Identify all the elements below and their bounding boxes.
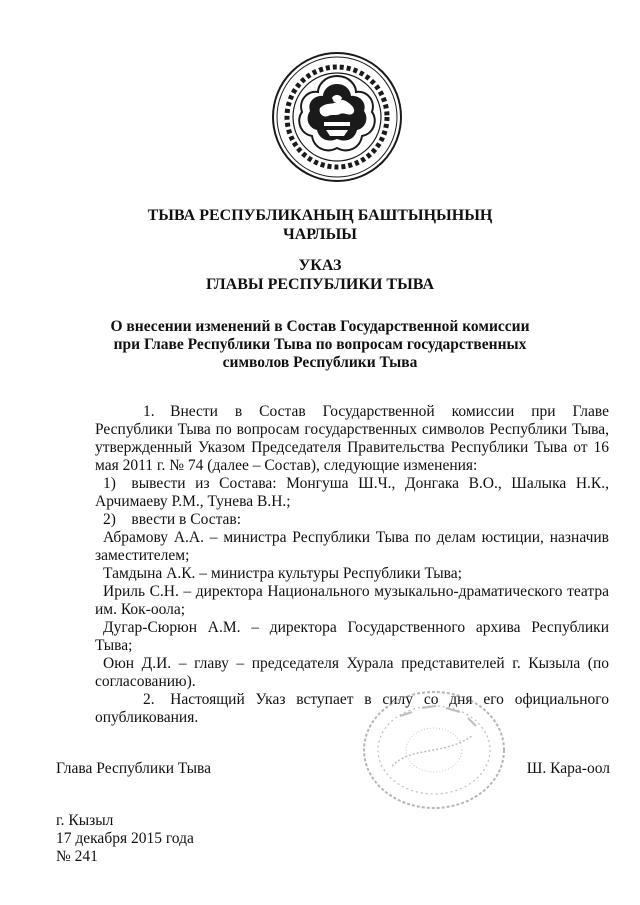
signatory-name: Ш. Кара-оол bbox=[526, 760, 610, 777]
decree-body bbox=[95, 403, 609, 727]
decree-footer bbox=[56, 812, 194, 866]
clause-2: 2. Настоящий Указ вступает в силу со дня его официального опубликования. bbox=[95, 691, 609, 726]
signatory-role: Глава Республики Тыва bbox=[56, 760, 212, 777]
member-tamdyn: Тамдына А.К. – министра культуры Республики Тыва; bbox=[103, 565, 462, 582]
member-abramova: Абрамову А.А. – министра Республики Тыва по делам юстиции, назначив заместителем; bbox=[95, 529, 609, 564]
subject-line3: символов Республики Тыва bbox=[222, 354, 418, 371]
subject-line1: О внесении изменений в Состав Государственной комиссии bbox=[110, 318, 530, 335]
member-iril: Ириль С.Н. – директора Национального музыкально-драматического театра им. Кок-оола; bbox=[95, 583, 609, 618]
subject-line2: при Главе Республики Тыва по вопросам государственных bbox=[113, 336, 527, 353]
clause-1-item-1: 1) вывести из Состава: Монгуша Ш.Ч., Донгака В.О., Шалыка Н.К., Арчимаеву Р.М., Тунева В.Н.; bbox=[95, 475, 609, 510]
tyva-title-line2: ЧАРЛЫЫ bbox=[282, 226, 357, 243]
decree-city: г. Кызыл bbox=[56, 812, 114, 829]
decree-subject bbox=[0, 318, 640, 372]
decree-number: № 241 bbox=[56, 848, 98, 865]
clause-1: 1. Внести в Состав Государственной комиссии при Главе Республики Тыва по вопросам государственных символов Республики Тыва, утвержденный Указом Председателя Правительства Республики Тыва от 16 мая 2011 г. № 74 (далее – Состав), следующие изменения: bbox=[95, 403, 609, 474]
official-stamp-icon bbox=[352, 686, 512, 818]
ukaz-word: УКАЗ bbox=[298, 257, 342, 274]
tyva-title-line1: ТЫВА РЕСПУБЛИКАНЫҢ БАШТЫҢЫНЫҢ bbox=[147, 207, 493, 224]
ukaz-title bbox=[0, 256, 640, 294]
member-oyun: Оюн Д.И. – главу – председателя Хурала представителей г. Кызыла (по согласованию). bbox=[95, 655, 609, 690]
ukaz-issuer: ГЛАВЫ РЕСПУБЛИКИ ТЫВА bbox=[205, 276, 434, 293]
tyva-emblem-icon bbox=[270, 50, 404, 184]
decree-date: 17 декабря 2015 года bbox=[56, 830, 194, 847]
clause-1-item-2: 2) ввести в Состав: bbox=[103, 511, 242, 528]
member-dugar-syuryun: Дугар-Сюрюн А.М. – директора Государственного архива Республики Тыва; bbox=[95, 619, 609, 654]
tyva-title bbox=[0, 206, 640, 244]
